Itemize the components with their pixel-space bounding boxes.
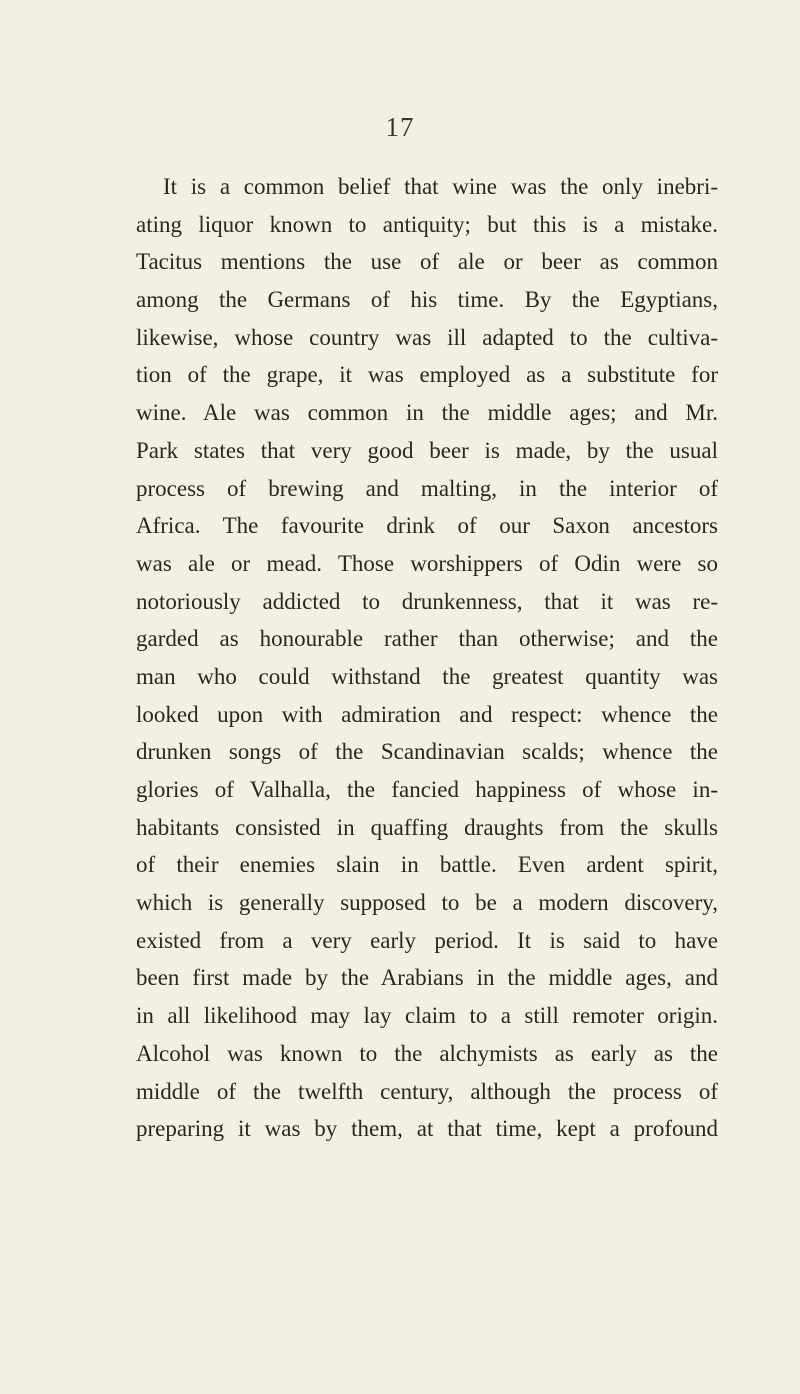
text-line: It is a common belief that wine was the only inebri- (163, 174, 718, 199)
text-line: which is generally supposed to be a modern discovery, (136, 890, 718, 916)
text-line: habitants consisted in quaffing draughts from the skulls (136, 814, 718, 840)
text-line: drunken songs of the Scandinavian scalds; whence the (136, 739, 718, 765)
text-line: Park states that very good beer is made, by the usual (136, 437, 718, 463)
text-line: in all likelihood may lay claim to a still remoter origin. (136, 1003, 718, 1029)
text-line: process of brewing and malting, in the interior of (136, 475, 718, 501)
text-line: notoriously addicted to drunkenness, that it was re- (136, 588, 718, 614)
text-line: of their enemies slain in battle. Even ardent spirit, (136, 852, 718, 878)
text-line: middle of the twelfth century, although the process of (136, 1078, 718, 1104)
page-number: 17 (385, 112, 415, 142)
text-line: among the Germans of his time. By the Egyptians, (136, 287, 718, 313)
text-line: been first made by the Arabians in the middle ages, and (136, 965, 718, 991)
text-line: man who could withstand the greatest quantity was (136, 663, 718, 689)
body-paragraph (136, 168, 718, 1148)
text-line: garded as honourable rather than otherwise; and the (136, 626, 718, 652)
text-line: wine. Ale was common in the middle ages; and Mr. (136, 400, 718, 426)
text-line: tion of the grape, it was employed as a substitute for (136, 362, 718, 388)
text-line: existed from a very early period. It is said to have (136, 927, 718, 953)
text-line: ating liquor known to antiquity; but this is a mistake. (136, 211, 718, 237)
text-line: glories of Valhalla, the fancied happiness of whose in- (136, 777, 718, 802)
text-line: looked upon with admiration and respect: whence the (136, 701, 718, 727)
text-line: Tacitus mentions the use of ale or beer as common (136, 249, 718, 275)
text-line: Alcohol was known to the alchymists as early as the (136, 1040, 718, 1066)
text-line: was ale or mead. Those worshippers of Odin were so (136, 550, 718, 576)
text-line: preparing it was by them, at that time, kept a profound (136, 1116, 718, 1142)
text-line: Africa. The favourite drink of our Saxon ancestors (136, 513, 718, 539)
text-line: likewise, whose country was ill adapted to the cultiva- (136, 324, 718, 350)
